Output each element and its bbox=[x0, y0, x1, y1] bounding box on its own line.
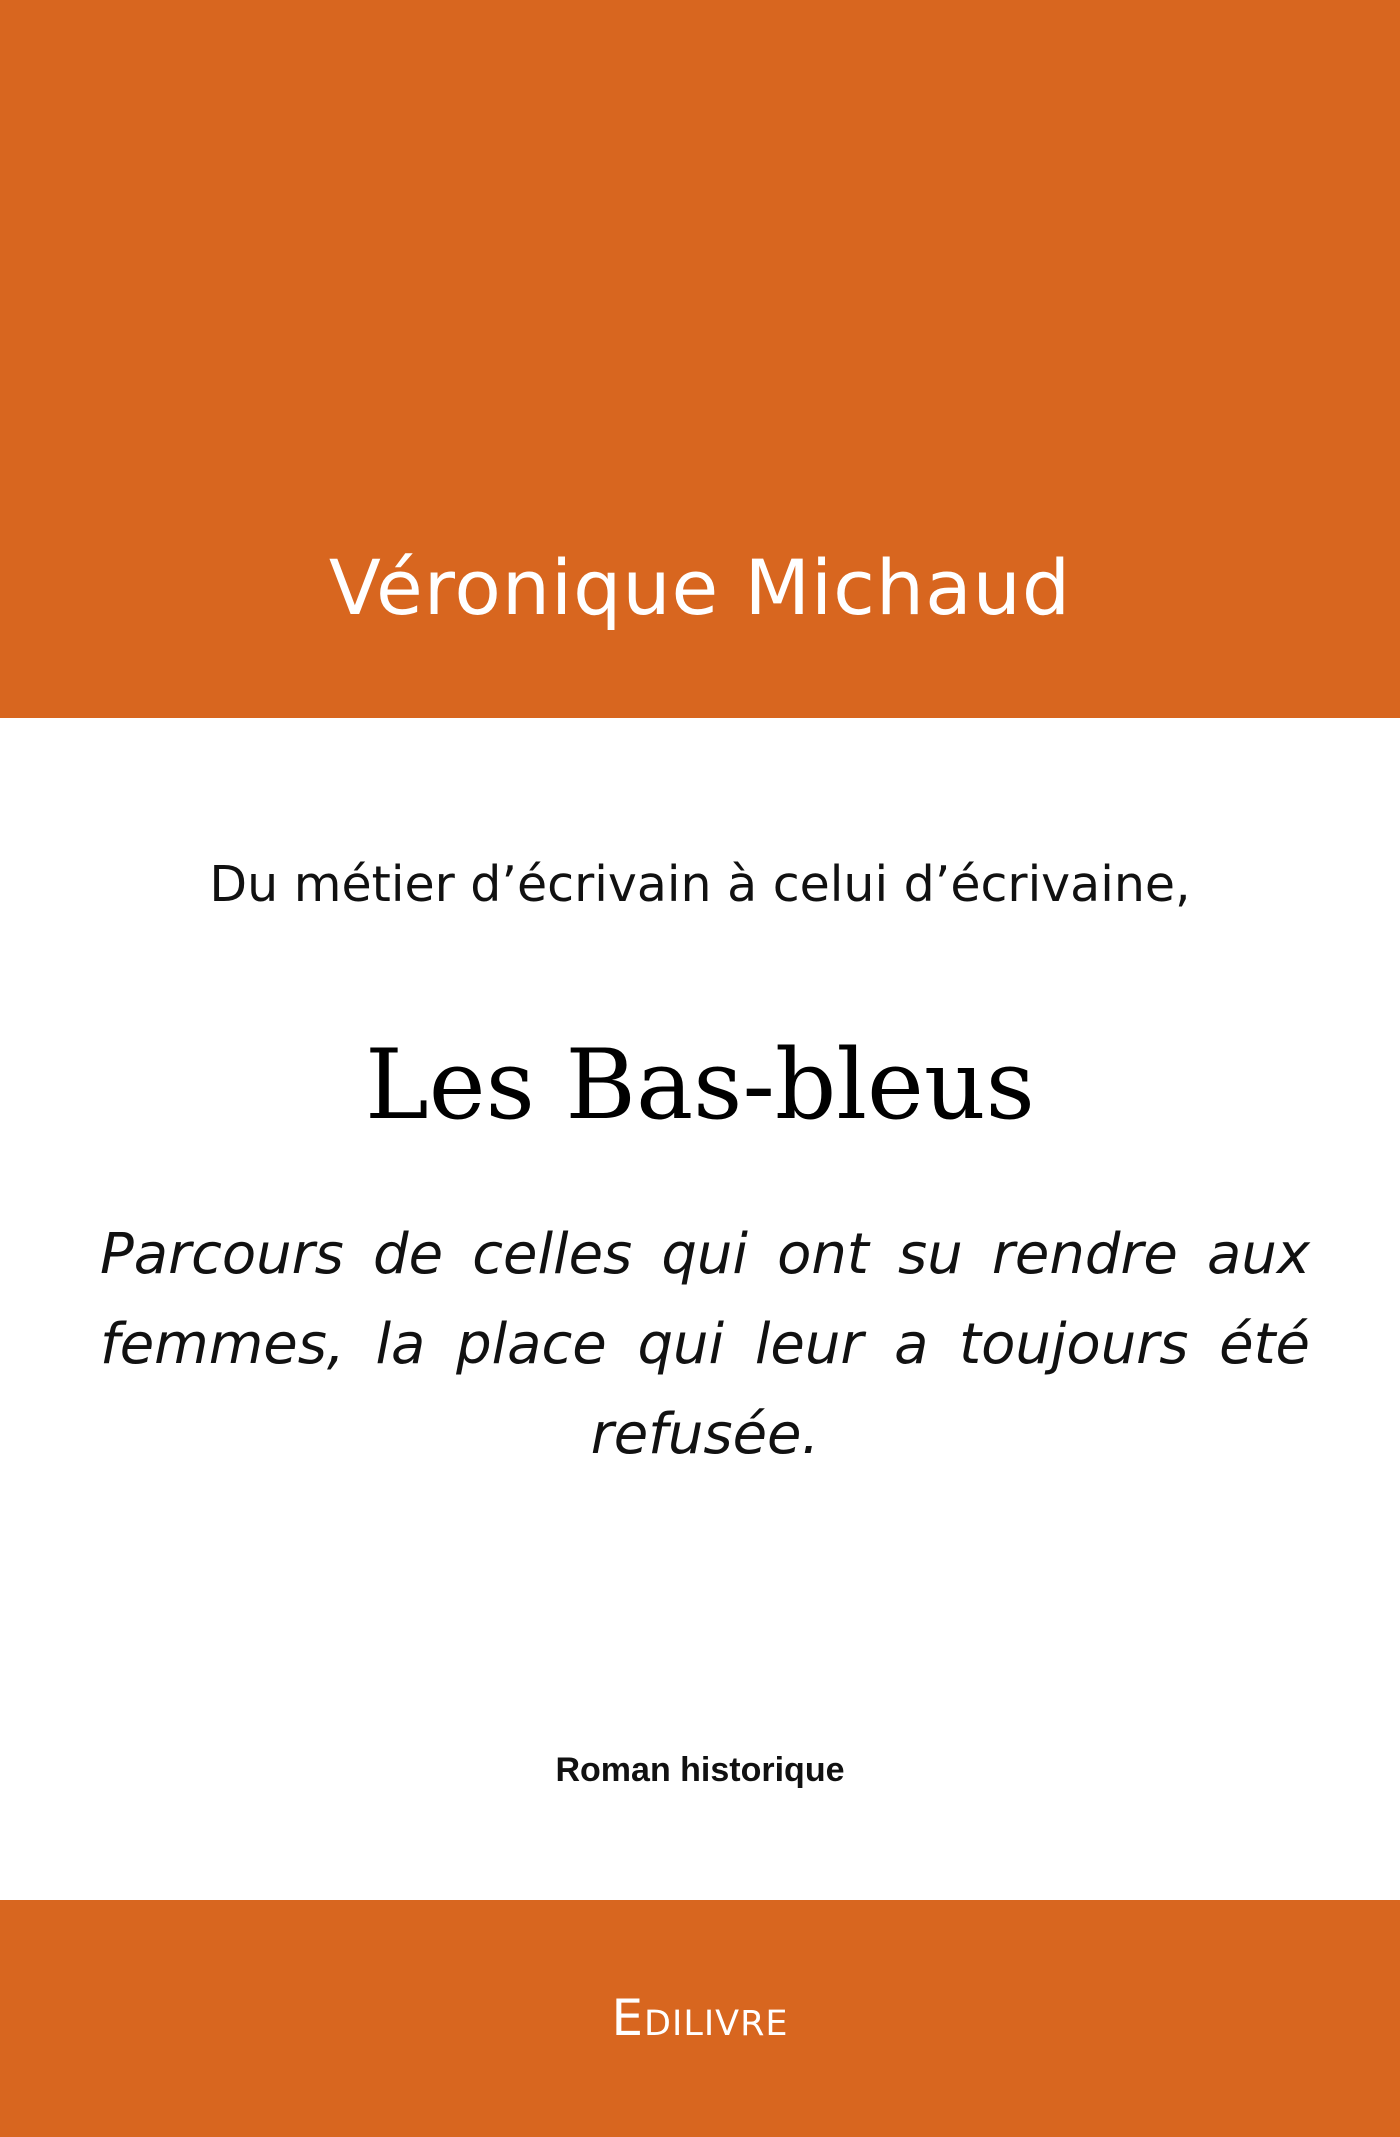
tagline: Parcours de celles qui ont su rendre aux femmes, la place qui leur a toujours été refusée. bbox=[100, 1222, 1310, 1467]
author-name: Véronique Michaud bbox=[328, 543, 1072, 632]
book-title: Les Bas-bleus bbox=[365, 1029, 1035, 1141]
subtitle: Du métier d’écrivain à celui d’écrivaine, bbox=[209, 856, 1191, 913]
genre-label: Roman historique bbox=[555, 1751, 845, 1789]
publisher-logo: Edilivre bbox=[611, 1989, 789, 2047]
